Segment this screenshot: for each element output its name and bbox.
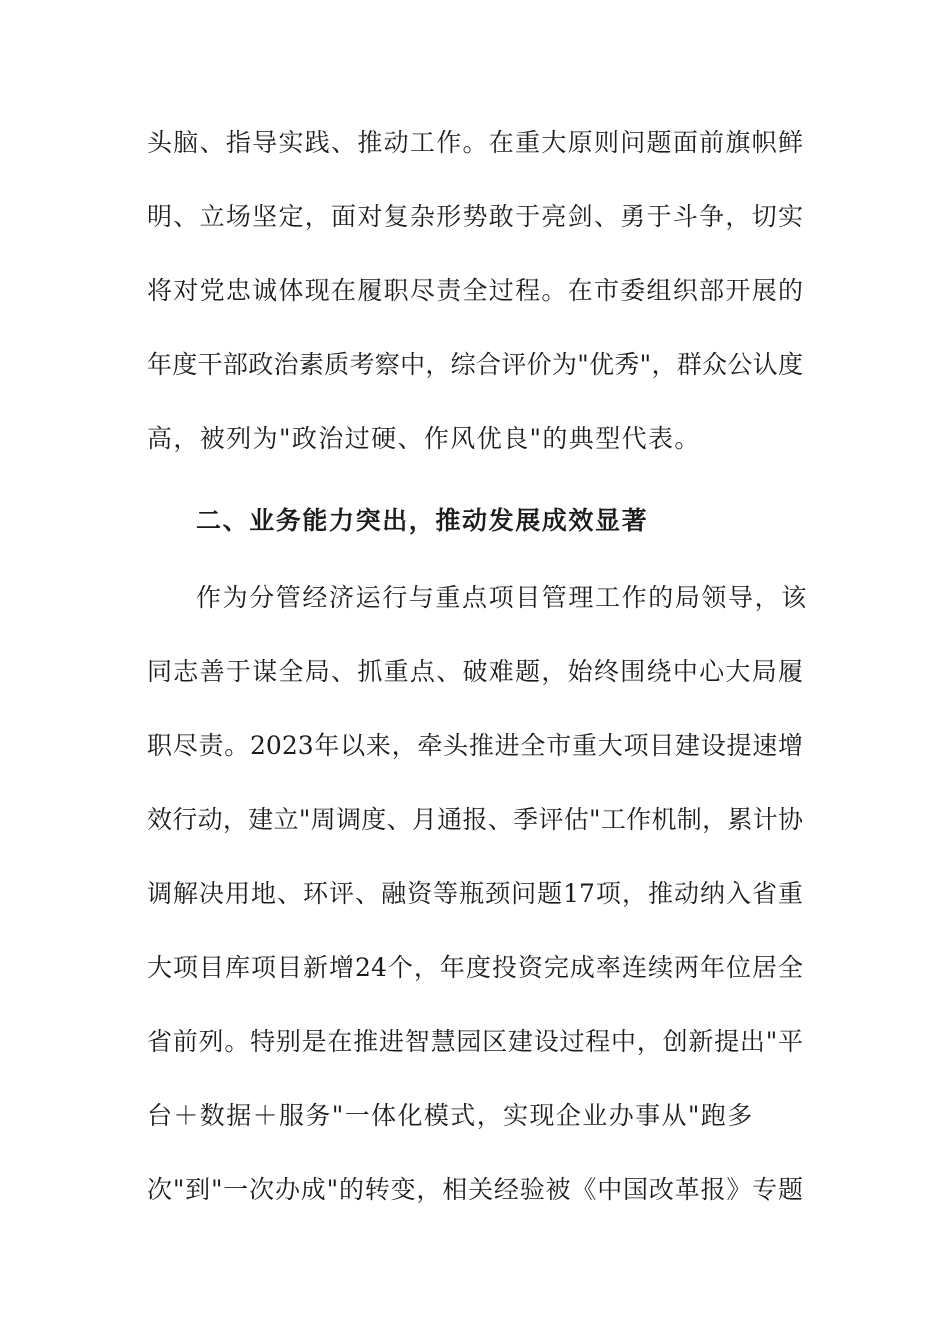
body-line: 省前列。特别是在推进智慧园区建设过程中，创新提出"平	[147, 1027, 803, 1056]
body-line: 效行动，建立"周调度、月通报、季评估"工作机制，累计协	[147, 805, 803, 834]
body-line: 次"到"一次办成"的转变，相关经验被《中国改革报》专题	[147, 1175, 803, 1204]
section-heading: 二、业务能力突出，推动发展成效显著	[196, 506, 649, 535]
body-line: 大项目库项目新增24个，年度投资完成率连续两年位居全	[147, 953, 803, 982]
body-line: 明、立场坚定，面对复杂形势敢于亮剑、勇于斗争，切实	[147, 202, 803, 231]
body-line: 调解决用地、环评、融资等瓶颈问题17项，推动纳入省重	[147, 879, 803, 908]
paragraph-business-ability	[147, 561, 808, 1227]
body-line: 同志善于谋全局、抓重点、破难题，始终围绕中心大局履	[147, 657, 803, 686]
paragraph-political-quality	[147, 106, 803, 476]
body-line: 台＋数据＋服务"一体化模式，实现企业办事从"跑多	[147, 1101, 754, 1130]
body-line: 高，被列为"政治过硬、作风优良"的典型代表。	[147, 424, 701, 453]
body-line: 作为分管经济运行与重点项目管理工作的局领导，该	[196, 583, 808, 612]
body-line: 年度干部政治素质考察中，综合评价为"优秀"，群众公认度	[147, 350, 803, 379]
body-line: 头脑、指导实践、推动工作。在重大原则问题面前旗帜鲜	[147, 128, 803, 157]
document-body	[147, 106, 808, 1227]
body-line: 职尽责。2023年以来，牵头推进全市重大项目建设提速增	[147, 731, 803, 760]
body-line: 将对党忠诚体现在履职尽责全过程。在市委组织部开展的	[147, 276, 803, 305]
